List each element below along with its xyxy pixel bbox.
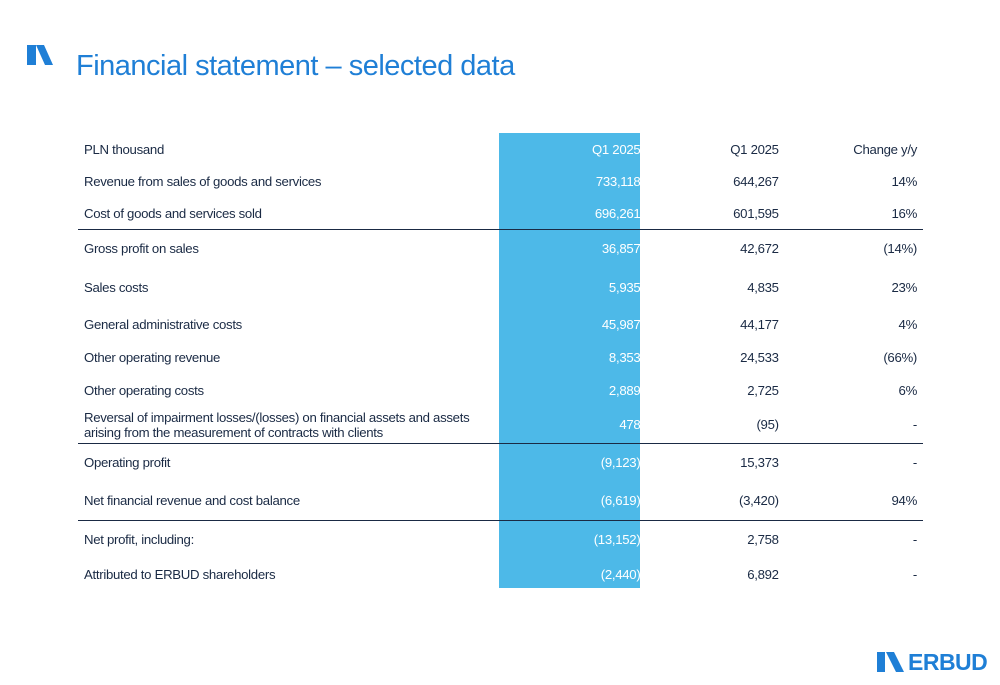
- row-current-value: (2,440): [600, 566, 641, 582]
- row-change-value: -: [785, 521, 923, 558]
- page-title: Financial statement – selected data: [76, 50, 515, 82]
- row-previous-value: 15,373: [646, 444, 784, 481]
- row-label: Attributed to ERBUD shareholders: [84, 566, 276, 582]
- row-change-value: 23%: [891, 279, 917, 295]
- table-header-row: [78, 133, 923, 165]
- row-label: Revenue from sales of goods and services: [84, 173, 322, 189]
- erbud-logo: [877, 651, 987, 673]
- financial-table: [78, 133, 923, 591]
- row-change-value: -: [912, 566, 917, 582]
- table-row: [78, 197, 923, 230]
- row-label-line-2: arising from the measurement of contracts with clients: [84, 424, 383, 440]
- table-row: [78, 480, 923, 521]
- row-label: [78, 406, 487, 444]
- row-previous-value: 601,595: [733, 205, 779, 221]
- row-current-value: 45,987: [601, 316, 641, 332]
- row-previous-value: (3,420): [739, 492, 779, 508]
- row-change-value: 6%: [898, 382, 917, 398]
- row-change-value: (14%): [785, 230, 923, 267]
- table-row: [78, 340, 923, 374]
- logo-text: ERBUD: [908, 649, 988, 675]
- table-row: [78, 521, 923, 558]
- row-current-value: 5,935: [608, 279, 641, 295]
- row-previous-value: 4,835: [747, 279, 779, 295]
- row-label-line-1: Reversal of impairment losses/(losses) on financial assets and assets: [84, 409, 470, 425]
- row-change-value: 16%: [891, 205, 917, 221]
- row-previous-value: 2,758: [646, 521, 784, 558]
- corner-logo-icon: [27, 45, 53, 65]
- row-label: Cost of goods and services sold: [84, 205, 262, 221]
- header-change: Change y/y: [853, 141, 917, 157]
- row-previous-value: (95): [756, 417, 779, 432]
- row-current-value: (9,123): [508, 444, 646, 481]
- row-change-value: -: [912, 417, 917, 432]
- row-current-value: (6,619): [600, 492, 641, 508]
- row-label: Net profit, including:: [78, 521, 487, 558]
- erbud-logo-icon: [877, 652, 905, 672]
- row-previous-value: 6,892: [747, 566, 779, 582]
- row-label: Net financial revenue and cost balance: [84, 492, 300, 508]
- table-row: [78, 444, 923, 481]
- row-current-value: 2,889: [608, 382, 641, 398]
- header-label: PLN thousand: [84, 141, 164, 157]
- row-change-value: 14%: [891, 173, 917, 189]
- row-change-value: -: [785, 444, 923, 481]
- row-current-value: 733,118: [595, 173, 641, 189]
- row-current-value: (13,152): [508, 521, 646, 558]
- row-current-value: 696,261: [594, 205, 641, 221]
- row-change-value: 4%: [898, 316, 917, 332]
- row-label: Operating profit: [78, 444, 487, 481]
- row-current-value: 478: [619, 417, 641, 432]
- table-row: [78, 230, 923, 267]
- row-label: Sales costs: [84, 279, 149, 295]
- row-label: Other operating revenue: [84, 349, 221, 365]
- row-previous-value: 24,533: [740, 349, 779, 365]
- row-change-value: 94%: [891, 492, 917, 508]
- header-current-period: Q1 2025: [591, 141, 641, 157]
- table-row: [78, 406, 923, 444]
- row-previous-value: 44,177: [740, 316, 779, 332]
- table-row: [78, 308, 923, 340]
- header-previous-period: Q1 2025: [730, 141, 779, 157]
- table-row: [78, 557, 923, 591]
- table-row: [78, 266, 923, 308]
- row-previous-value: 42,672: [646, 230, 784, 267]
- table-row: [78, 165, 923, 197]
- row-current-value: 8,353: [608, 349, 641, 365]
- row-previous-value: 644,267: [733, 173, 779, 189]
- row-label: General administrative costs: [84, 316, 242, 332]
- row-label: Other operating costs: [84, 382, 204, 398]
- row-label: Gross profit on sales: [78, 230, 487, 267]
- row-previous-value: 2,725: [747, 382, 779, 398]
- table-row: [78, 374, 923, 406]
- row-current-value: 36,857: [508, 230, 646, 267]
- row-change-value: (66%): [883, 349, 917, 365]
